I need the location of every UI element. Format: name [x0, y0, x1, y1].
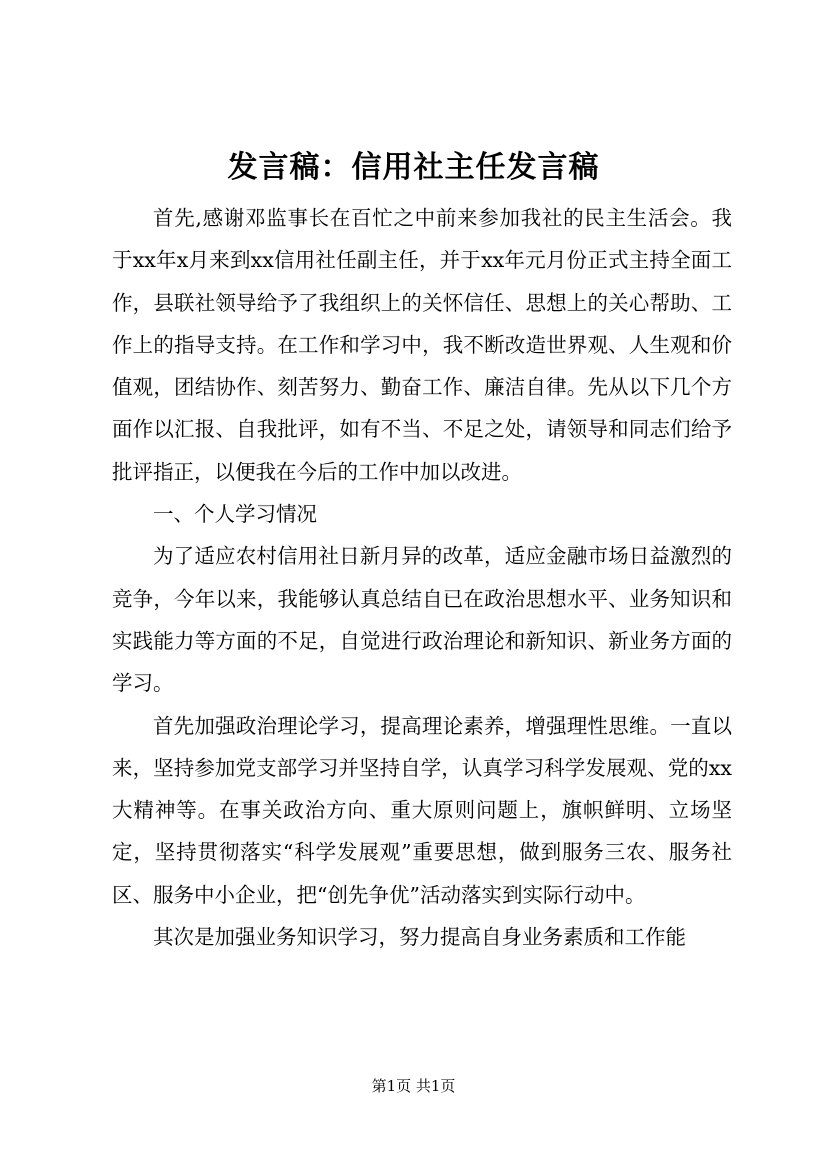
document-title: 发言稿：信用社主任发言稿 — [227, 150, 600, 185]
paragraph-intro: 首先,感谢邓监事长在百忙之中前来参加我社的民主生活会。我于xx年x月来到xx信用社任副主任，并于xx年元月份正式主持全面工作，县联社领导给予了我组织上的关怀信任、思想上的关心帮助、工作上的指导支持。在工作和学习中，我不断改造世界观、人生观和价值观，团结协作、刻苦努力、勤奋工作、廉洁自律。先从以下几个方面作以汇报、自我批评，如有不当、不足之处，请领导和同志们给予批评指正，以便我在今后的工作中加以改进。 — [112, 206, 732, 484]
paragraph-political-study: 首先加强政治理论学习，提高理论素养，增强理性思维。一直以来，坚持参加党支部学习并坚持自学，认真学习科学发展观、党的xx大精神等。在事关政治方向、重大原则问题上，旗帜鲜明、立场坚定，坚持贯彻落实“科学发展观”重要思想，做到服务三农、服务社区、服务中小企业，把“创先争优”活动落实到实际行动中。 — [112, 713, 732, 907]
paragraph-business-study: 其次是加强业务知识学习，努力提高自身业务素质和工作能 — [153, 925, 686, 950]
section-heading-personal-study: 一、个人学习情况 — [153, 502, 317, 527]
paragraph-study-overview: 为了适应农村信用社日新月异的改革，适应金融市场日益激烈的竞争，今年以来，我能够认真总结自已在政治思想水平、业务知识和实践能力等方面的不足，自觉进行政治理论和新知识、新业务方面的学习。 — [112, 544, 732, 696]
document-body — [112, 197, 732, 958]
page-footer: 第1页 共1页 — [371, 1077, 456, 1095]
